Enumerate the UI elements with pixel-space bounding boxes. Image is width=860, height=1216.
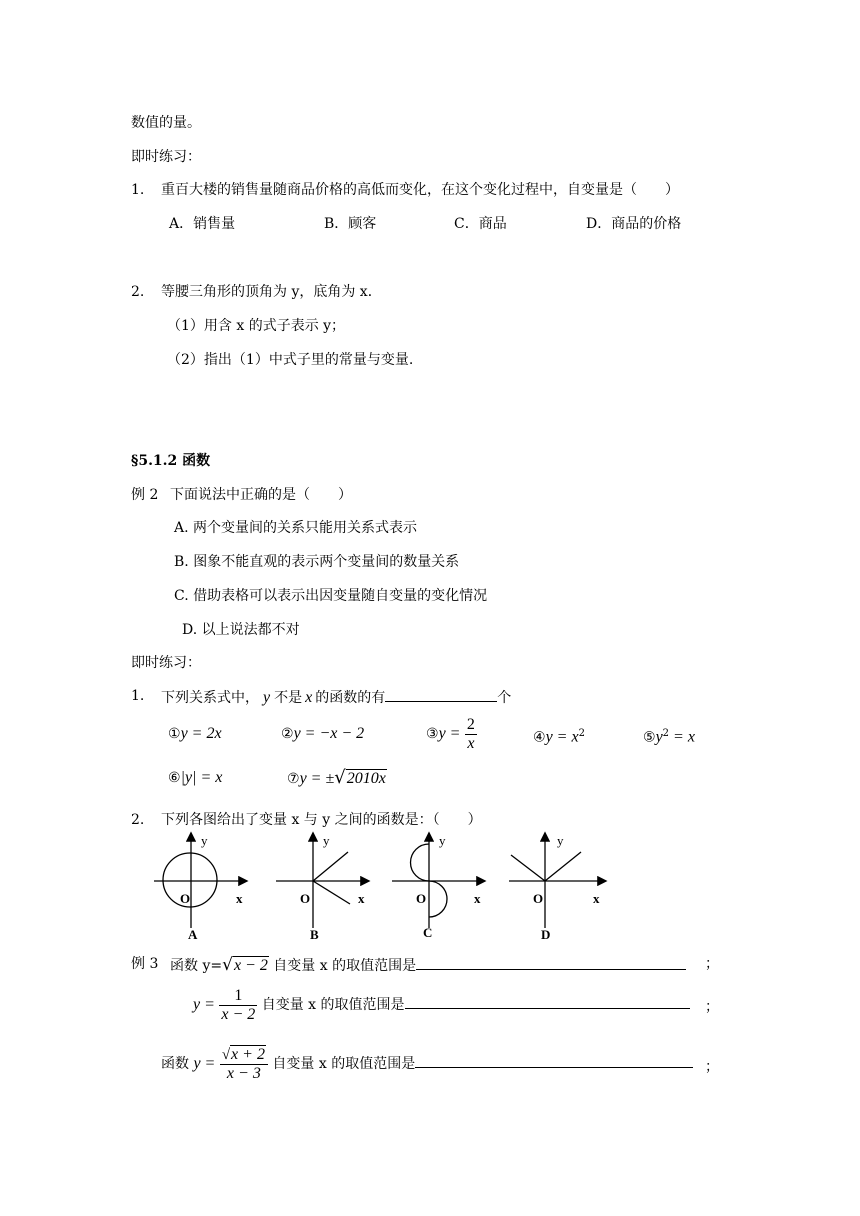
question-text: 下列关系式中， y 不是 x 的函数的有 个: [161, 689, 512, 706]
graph-b: [272, 828, 372, 940]
option-a: A．销售量: [169, 216, 236, 232]
line-end: ；: [705, 999, 719, 1015]
question-number: 1.: [131, 688, 145, 704]
axis-label-x: x: [236, 891, 243, 906]
answer-blank[interactable]: [415, 1053, 693, 1068]
sub-question-1: （1）用含 x 的式子表示 y；: [167, 318, 346, 334]
section-title: §5.1.2 函数: [131, 453, 211, 469]
axis-label-y: y: [201, 833, 208, 848]
example3-line3: 函数 y = $\frac{√x + 2}{x - 3}$ 自变量 x 的取值范围是: [161, 1044, 693, 1084]
option-c: C．商品: [454, 216, 507, 232]
formula-3: ③y = $\frac{2}{x}$: [426, 715, 475, 752]
option-c: C. 借助表格可以表示出因变量随自变量的变化情况: [174, 588, 488, 604]
question-text: 下列各图给出了变量 x 与 y 之间的函数是：（ ）: [161, 812, 482, 828]
graph-label: B: [310, 927, 319, 940]
sub-question-2: （2）指出（1）中式子里的常量与变量.: [167, 352, 414, 368]
formula-6: ⑥|y| = x: [168, 769, 223, 786]
example3-line1: 函数 y=√x − 2 自变量 x 的取值范围是: [170, 955, 686, 975]
axis-label-x: x: [593, 891, 600, 906]
question-number: 2.: [131, 284, 145, 300]
graph-a: [150, 828, 250, 940]
line-end: ；: [705, 1059, 719, 1075]
option-d: D. 以上说法都不对: [182, 622, 300, 638]
question-number: 1.: [131, 182, 145, 198]
example3-line2: y = $\frac{1}{x - 2}$ 自变量 x 的取值范围是: [193, 985, 690, 1025]
formula-2: ②y = −x − 2: [281, 725, 365, 742]
option-b: B. 图象不能直观的表示两个变量间的数量关系: [174, 554, 460, 570]
option-b: B．顾客: [324, 216, 377, 232]
example-label: 例 3: [131, 956, 159, 972]
practice-heading: 即时练习：: [131, 655, 201, 671]
origin-label: O: [533, 891, 544, 906]
example-label: 例 2: [131, 487, 159, 503]
answer-blank[interactable]: [405, 994, 690, 1009]
question-text: 等腰三角形的顶角为 y，底角为 x．: [161, 284, 382, 300]
question-number: 2.: [131, 812, 145, 828]
practice-heading: 即时练习：: [131, 149, 201, 165]
formula-4: ④y = $x^2$: [533, 728, 585, 746]
graph-label: A: [188, 927, 198, 940]
graph-label: C: [423, 925, 433, 940]
graph-c: [388, 828, 488, 940]
axis-label-y: y: [323, 833, 330, 848]
example-text: 下面说法中正确的是（ ）: [170, 487, 352, 503]
axis-label-y: y: [557, 833, 564, 848]
formula-5: $⑤y^2 = x$: [643, 728, 695, 746]
option-a: A. 两个变量间的关系只能用关系式表示: [174, 520, 418, 536]
graph-d: [505, 828, 610, 940]
axis-label-y: y: [439, 833, 446, 848]
axis-label-x: x: [474, 891, 481, 906]
graph-label: D: [541, 927, 551, 940]
line-end: ；: [705, 956, 719, 972]
formula-7: ⑦y = ±√2010x: [287, 767, 386, 788]
origin-label: O: [416, 891, 427, 906]
axis-label-x: x: [358, 891, 365, 906]
answer-blank[interactable]: [385, 687, 497, 702]
answer-blank[interactable]: [416, 955, 686, 970]
option-d: D．商品的价格: [586, 216, 682, 232]
question-text: 重百大楼的销售量随商品价格的高低而变化，在这个变化过程中，自变量是（ ）: [161, 182, 679, 198]
origin-label: O: [180, 891, 191, 906]
formula-1: ①y = 2x: [168, 725, 222, 742]
continuation-text: 数值的量。: [131, 115, 201, 131]
origin-label: O: [300, 891, 311, 906]
